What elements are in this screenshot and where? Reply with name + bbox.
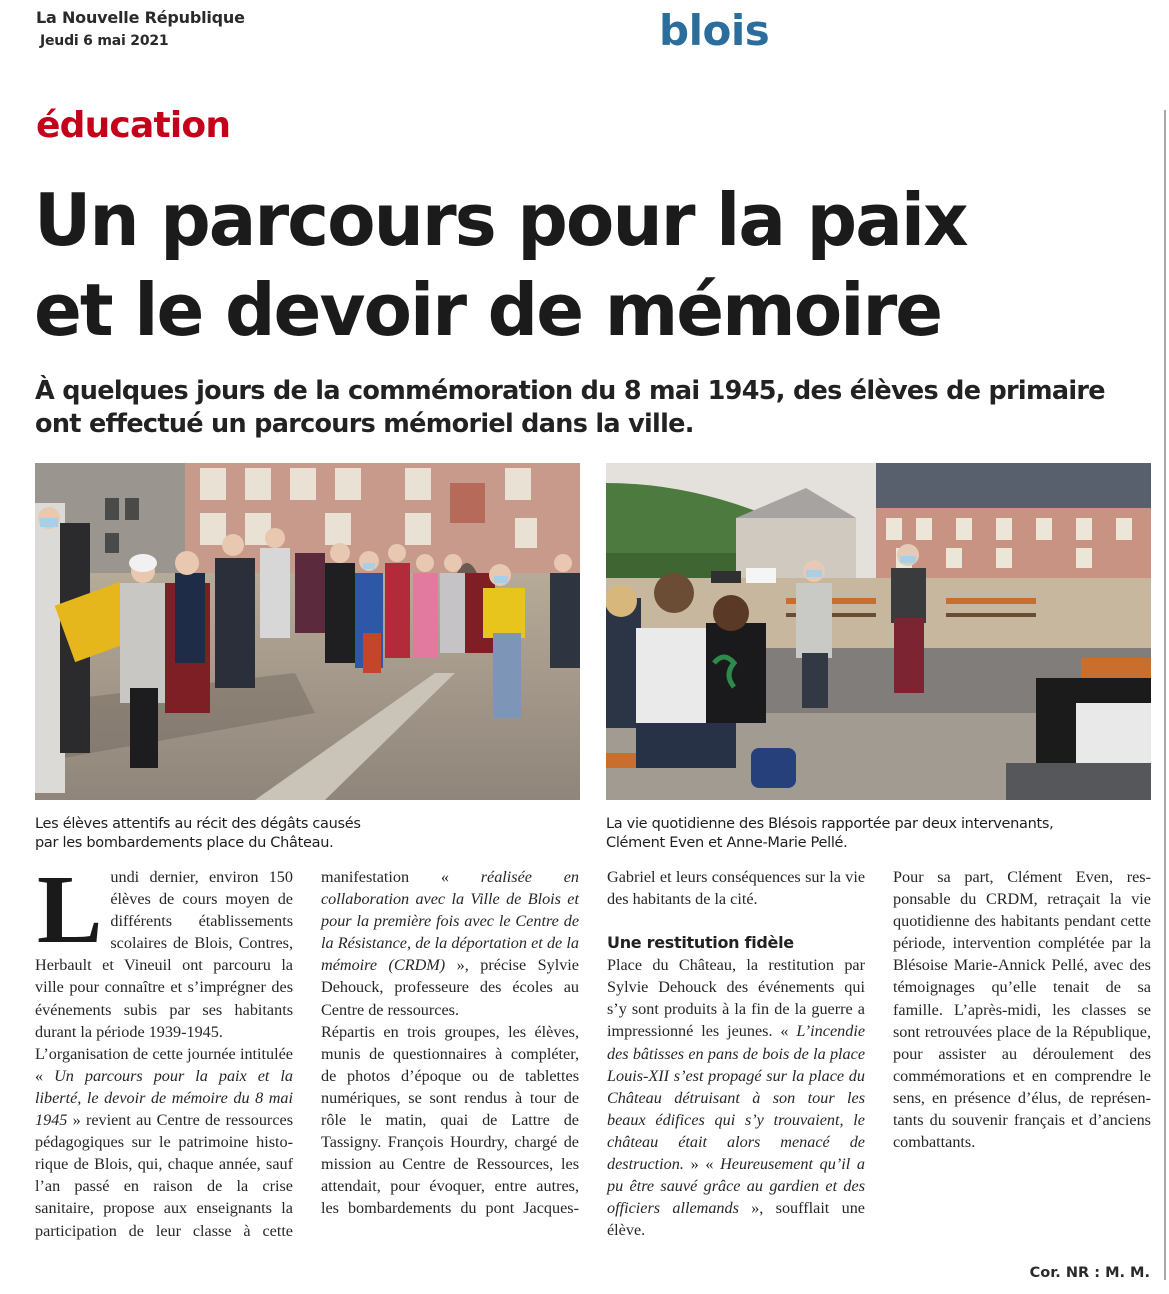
body-text-p4a: Place du Château, la restitution par Sylvie Dehouck des événements qui s’y sont produits à la fin de la guerre a impressionné les jeunes. « (607, 956, 865, 1041)
body-quote-3: L’incendie des bâtisses en pans de bois de la place Louis-XII s’est propagé sur la place du Château détruisant à son tour les beaux édifices qui s’y trouvaient, le château était alors menacé de destruction. (607, 1022, 865, 1174)
column-rule (1164, 110, 1166, 1280)
article-body (35, 856, 1151, 1258)
caption-right-line-2: Clément Even et Anne-Marie Pellé. (606, 835, 848, 851)
photo-caption-left (35, 815, 575, 853)
caption-left-line-1: Les élèves attentifs au récit des dégâts causés (35, 816, 361, 832)
body-paragraph-1 (35, 856, 293, 1043)
body-quote-1: Un parcours pour la paix et la liberté, le devoir de mémoire du 8 mai 1945 (35, 1066, 293, 1130)
standfirst-line-2: ont effectué un parcours mémoriel dans la ville. (35, 409, 694, 439)
body-subhead: Une restitution fidèle (607, 933, 794, 953)
caption-right-line-1: La vie quotidienne des Blésois rapportée par deux intervenants, (606, 816, 1054, 832)
photo-students-chateau (35, 463, 580, 800)
standfirst-line-1: À quelques jours de la commémoration du 8 mai 1945, des élèves de primaire (35, 376, 1105, 406)
publication-date: Jeudi 6 mai 2021 (40, 33, 169, 49)
body-text-p2a: L’organisation de cette journée intitulée « (35, 1044, 293, 1085)
body-text-p1: undi dernier, environ 150 élèves de cours moyen de différents établissements scolaires de Blois, Contres, Herbault et Vineuil ont parcouru la ville pour connaître et s’imprégner des événements subis par ses habitants durant la période 1939-1945. (35, 868, 293, 1041)
caption-left-line-2: par les bombardements place du Château. (35, 835, 334, 851)
byline: Cor. NR : M. M. (1029, 1265, 1150, 1281)
body-text-p2c: », précise Sylvie Dehouck, professeure des écoles au Centre de ressources. (321, 956, 579, 1019)
body-text-p2b: » revient au Centre de ressources pédagogiques sur le patrimoine historique de Blois, qui, chaque année, sauf l’an passé en raison de la crise sanitaire, propose aux enseignants la participation de leur classe à cette manifestation « (35, 868, 481, 1240)
photo-caption-right (606, 815, 1151, 853)
body-paragraph-5 (893, 866, 1151, 1153)
body-quote-4: Heureusement qu’il a pu être sauvé grâce au gardien et des officiers allemands (607, 1155, 865, 1218)
headline-line-2: et le devoir de mémoire (34, 268, 942, 352)
body-text-p5: Pour sa part, Clément Even, responsable du CRDM, retraçait la vie quotidienne des habitants pendant cette période, intervention complétée par la Blésoise Marie-Annick Pellé, avec des témoignages qu’elle tenait de sa famille. L’après-midi, les classes se sont retrouvées place de la République, pour assister au déroulement des commémorations et en comprendre le sens, en présence d’élus, de représentants du souvenir français et d’anciens combattants. (893, 868, 1151, 1152)
body-text-p4c: », soufflait une élève. (607, 1199, 865, 1240)
rubric-label: éducation (36, 105, 231, 146)
publication-name: La Nouvelle République (36, 8, 245, 27)
body-quote-2: réalisée en collaboration avec la Ville de Blois et pour la première fois avec le Centre de la Résistance, de la déportation et de la mémoire (CRDM) (321, 868, 579, 975)
headline (34, 175, 1122, 355)
dropcap-letter: L (37, 856, 103, 964)
section-title: blois (659, 6, 770, 55)
body-text-p4b: » « (683, 1155, 721, 1174)
photo-speakers-image (606, 463, 1151, 800)
photo-speakers-chateau (606, 463, 1151, 800)
headline-line-1: Un parcours pour la paix (34, 178, 967, 262)
standfirst (35, 375, 1155, 441)
body-paragraph-4 (607, 954, 865, 1241)
photo-students-image (35, 463, 580, 800)
body-text-p3: Répartis en trois groupes, les élèves, munis de questionnaires à compléter, de photos d’époque ou de tablettes numériques, se sont rendus à tour de rôle le matin, quai de Lattre de Tassigny. François Hourdry, chargé de mission au Centre de Ressources, les attendait, pour évoquer, entre autres, les bombardements du pont Jacques-Gabriel et leurs conséquences sur la vie des habitants de la cité. (321, 868, 865, 1218)
